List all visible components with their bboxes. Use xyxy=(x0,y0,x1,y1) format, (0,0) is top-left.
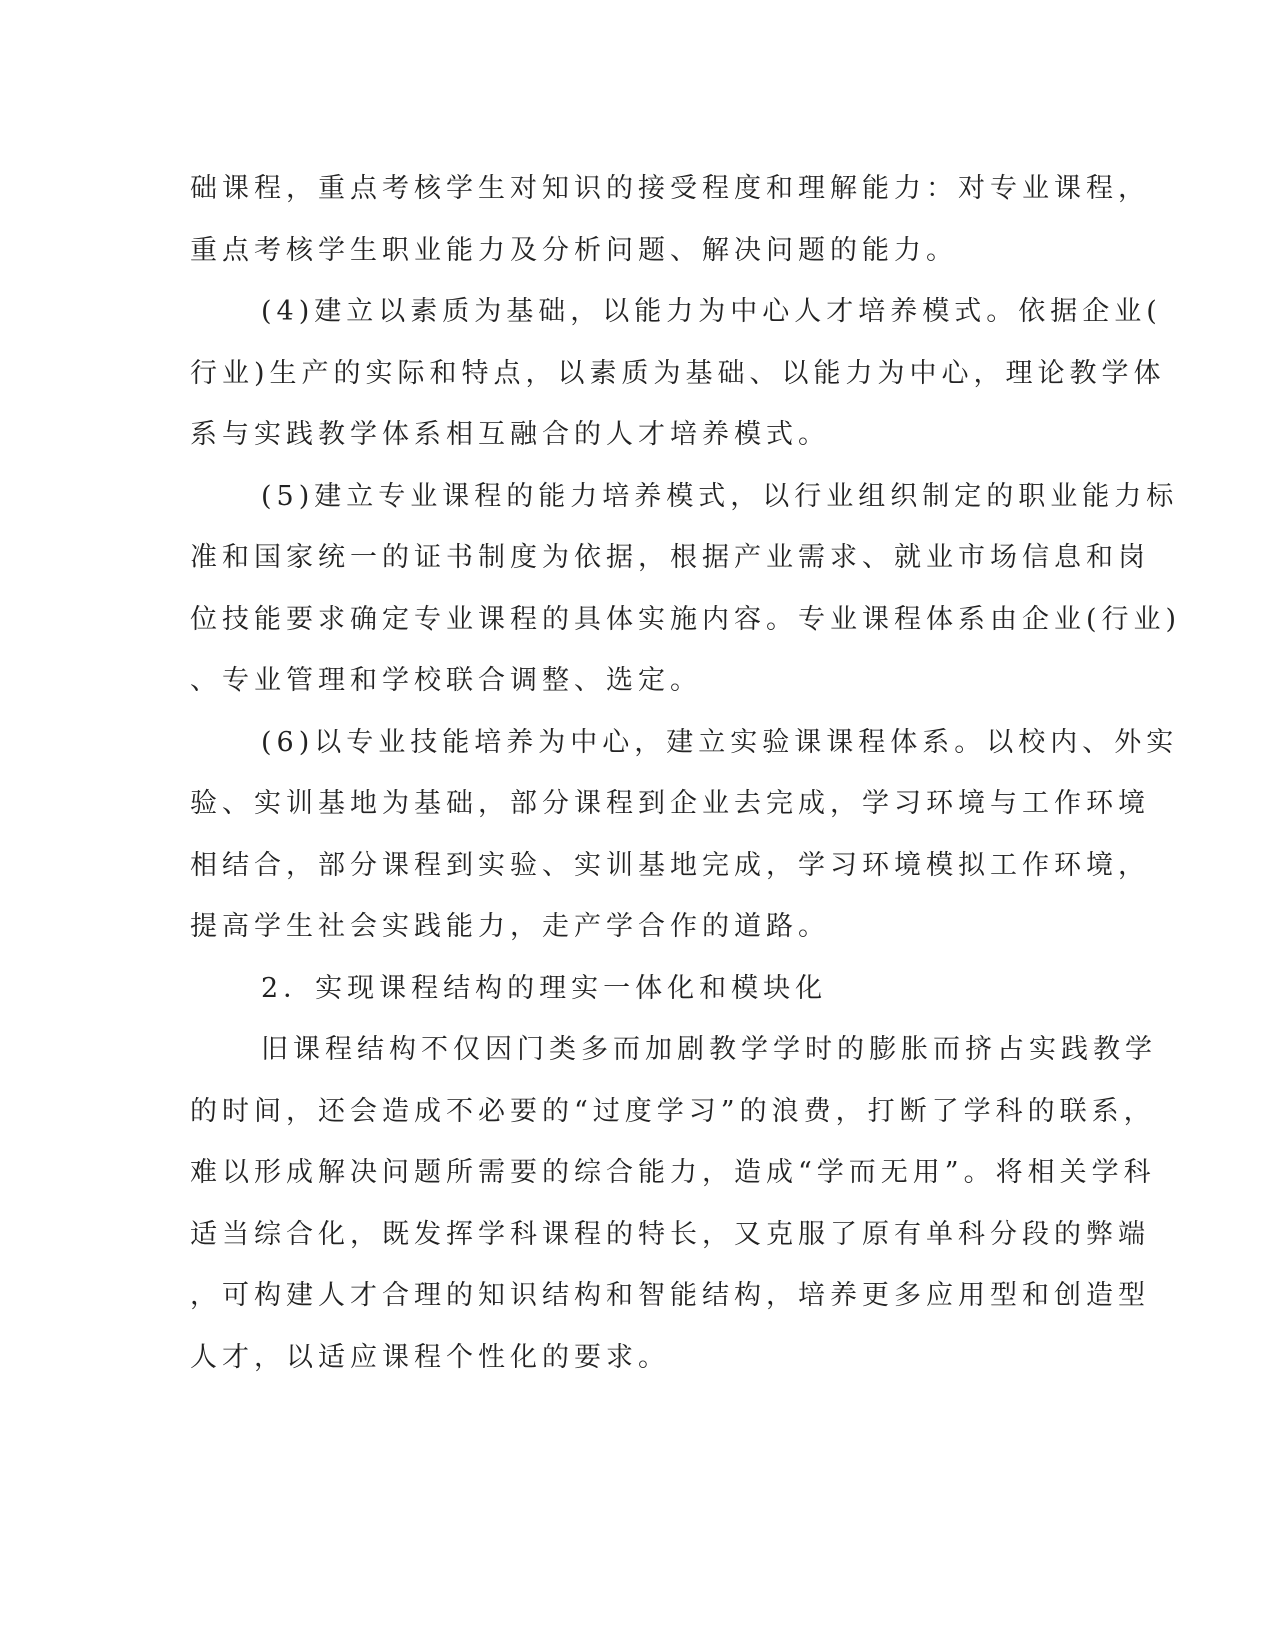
text-line: 重点考核学生职业能力及分析问题、解决问题的能力。 xyxy=(190,234,958,266)
text-line: 人才，以适应课程个性化的要求。 xyxy=(190,1341,670,1373)
text-line: 提高学生社会实践能力，走产学合作的道路。 xyxy=(190,911,830,942)
text-line: 的时间，还会造成不必要的“过度学习”的浪费，打断了学科的联系， xyxy=(190,1095,1156,1127)
text-line: 难以形成解决问题所需要的综合能力，造成“学而无用”。将相关学科 xyxy=(190,1157,1156,1188)
text-line: 、专业管理和学校联合调整、选定。 xyxy=(190,665,702,696)
paragraph-start-line: (5)建立专业课程的能力培养模式，以行业组织制定的职业能力标 xyxy=(261,480,1179,512)
text-line: ，可构建人才合理的知识结构和智能结构，培养更多应用型和创造型 xyxy=(190,1280,1150,1311)
text-line: 适当综合化，既发挥学科课程的特长，又克服了原有单科分段的弊端 xyxy=(190,1218,1150,1250)
section-heading: 2．实现课程结构的理实一体化和模块化 xyxy=(261,972,828,1004)
paragraph-start-line: (6)以专业技能培养为中心，建立实验课课程体系。以校内、外实 xyxy=(261,726,1179,758)
text-line: 相结合，部分课程到实验、实训基地完成，学习环境模拟工作环境， xyxy=(190,849,1150,881)
text-line: 行业)生产的实际和特点，以素质为基础、以能力为中心，理论教学体 xyxy=(190,357,1166,389)
paragraph-start-line: (4)建立以素质为基础，以能力为中心人才培养模式。依据企业( xyxy=(261,296,1162,327)
text-line: 准和国家统一的证书制度为依据，根据产业需求、就业市场信息和岗 xyxy=(190,542,1150,573)
text-line: 系与实践教学体系相互融合的人才培养模式。 xyxy=(190,419,830,450)
text-line: 验、实训基地为基础，部分课程到企业去完成，学习环境与工作环境 xyxy=(190,788,1150,819)
paragraph-start-line: 旧课程结构不仅因门类多而加剧教学学时的膨胀而挤占实践教学 xyxy=(261,1034,1157,1065)
text-line: 位技能要求确定专业课程的具体实施内容。专业课程体系由企业(行业) xyxy=(190,603,1182,635)
text-line: 础课程，重点考核学生对知识的接受程度和理解能力：对专业课程， xyxy=(190,173,1150,204)
body-text xyxy=(190,158,1182,1388)
